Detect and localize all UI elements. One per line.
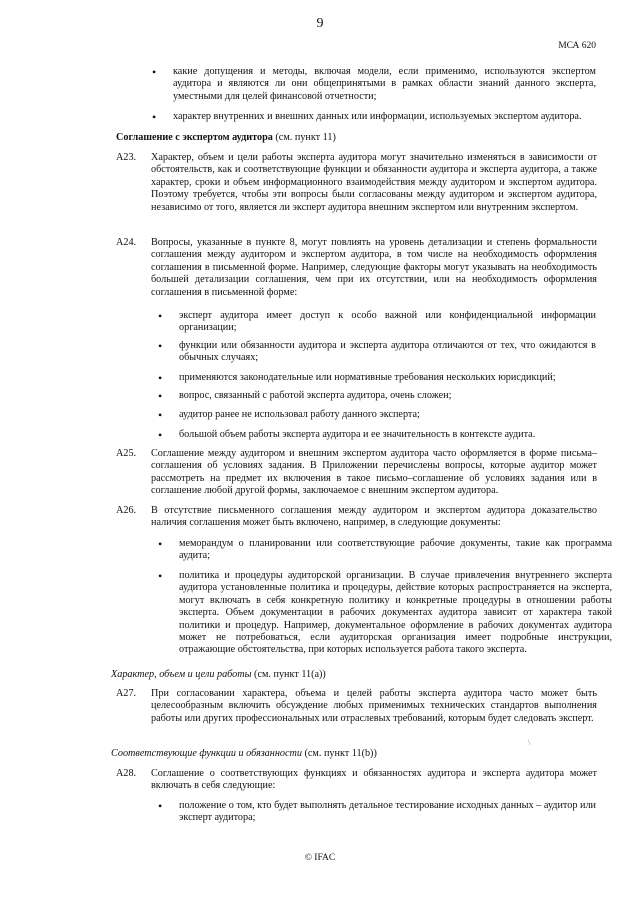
list-item (158, 339, 596, 365)
page-number: 9 (316, 16, 324, 31)
paragraph-text: Характер, объем и цели работы эксперта аудитора могут значительно изменяться в зависимости от обстоятельств, как и соответствующие функции и обязанности аудитора и эксперта аудитора, а также характер, сроки и объем информационного взаимодействия между аудитором и экспертом аудитора. Поэтому требуется, чтобы эти вопросы были согласованы между аудитором и экспертом аудитора, независимо от того, является ли эксперт аудитора внешним экспертом или внутренним экспертом. (151, 152, 597, 213)
list-item-text: какие допущения и методы, включая модели, если применимо, используются экспертом аудитора и являются ли они общепринятыми в рамках области знаний данного эксперта, уместными для целей финансовой отчетности; (173, 66, 596, 102)
paragraph-text: Соглашение между аудитором и внешним экспертом аудитора часто оформляется в форме письма–соглашения об условиях задания. В Приложении перечислены вопросы, которые аудитор может рассмотреть на предмет их включения в такое письмо–соглашение об условиях задания или в соглашение любой другой формы, заключаемое с внешним экспертом аудитора. (151, 448, 597, 497)
list-item (152, 110, 596, 124)
list-item-text: положение о том, кто будет выполнять детальное тестирование исходных данных – аудитор или эксперт аудитора; (179, 800, 596, 824)
paragraph-label: A28. (116, 768, 137, 779)
list-item-text: функции или обязанности аудитора и эксперта аудитора отличаются от тех, что ожидаются в обычных случаях; (179, 340, 596, 364)
list-item (158, 569, 612, 657)
paragraph-label: A27. (116, 688, 137, 699)
bullet-icon: • (158, 537, 163, 551)
bullet-icon: • (158, 428, 163, 442)
list-item (158, 428, 596, 442)
bullet-icon: • (158, 389, 163, 403)
paragraph-text: Вопросы, указанные в пункте 8, могут повлиять на уровень детализации и степень формальности соглашения между аудитором и экспертом аудитора, в том числе на необходимость оформления соглашения в письменной форме. Например, следующие факторы могут указывать на необходимость большей детализации соглашения, чем при их отсутствии, или на необходимость оформления соглашения в письменной форме: (151, 237, 597, 298)
paragraph-label: A23. (116, 152, 137, 163)
section-heading (116, 132, 586, 144)
list-item-text: большой объем работы эксперта аудитора и ее значительность в контексте аудита. (179, 429, 536, 440)
list-item (158, 537, 612, 563)
bullet-icon: • (158, 799, 163, 813)
list-item (158, 799, 596, 825)
list-item-text: применяются законодательные или нормативные требования нескольких юрисдикций; (179, 372, 556, 383)
list-item (152, 65, 596, 103)
list-item-text: меморандум о планировании или соответствующие рабочие документы, такие как программа аудита; (179, 538, 612, 562)
section-heading-title: Характер, объем и цели работы (111, 669, 252, 680)
bullet-icon: • (158, 309, 163, 323)
bullet-icon: • (158, 371, 163, 385)
section-heading-ref: (см. пункт 11(b)) (301, 748, 377, 759)
bullet-icon: • (158, 569, 163, 583)
footer-copyright: © IFAC (304, 853, 336, 863)
section-heading-ref: (см. пункт 11) (272, 132, 336, 143)
paragraph-label: A24. (116, 237, 137, 248)
section-heading (111, 748, 581, 760)
list-item-text: аудитор ранее не использовал работу данного эксперта; (179, 409, 420, 420)
list-item-text: вопрос, связанный с работой эксперта аудитора, очень сложен; (179, 390, 452, 401)
list-item (158, 309, 596, 335)
section-heading (111, 669, 581, 681)
paragraph-text: В отсутствие письменного соглашения между аудитором и экспертом аудитора доказательство наличия соглашения может быть включено, например, в следующие документы: (151, 505, 597, 529)
list-item-text: эксперт аудитора имеет доступ к особо важной или конфиденциальной информации организации; (179, 310, 596, 334)
paragraph-text: Соглашение о соответствующих функциях и обязанностях аудитора и эксперта аудитора может включать в себя следующие: (151, 768, 597, 792)
bullet-icon: • (158, 408, 163, 422)
bullet-icon: • (152, 65, 157, 79)
paragraph-label: A25. (116, 448, 137, 459)
list-item-text: политика и процедуры аудиторской организации. В случае привлечения внутреннего эксперта аудитора установленные политика и процедуры, действие которых распространяется на эксперта, могут включать в себя конкретную политику и конкретные процедуры в отношении работы эксперта. Объем документации в рабочих документах аудитора зависит от характера такой политики и процедур. Например, документальное оформление в рабочих документах аудитора может не потребоваться, если аудиторская организация имеет подробные инструкции, отражающие обстоятельства, при которых используется работа такого эксперта. (179, 570, 612, 656)
scan-mark: \ (528, 738, 531, 747)
list-item-text: характер внутренних и внешних данных или информации, используемых экспертом аудитора. (173, 111, 582, 122)
document-id: МСА 620 (558, 41, 596, 51)
section-heading-title: Соответствующие функции и обязанности (111, 748, 302, 759)
section-heading-ref: (см. пункт 11(a)) (251, 669, 326, 680)
section-heading-title: Соглашение с экспертом аудитора (116, 132, 273, 143)
list-item (158, 389, 596, 403)
paragraph-text: При согласовании характера, объема и целей работы эксперта аудитора часто может быть целесообразным включить обсуждение любых применимых технических стандартов выполнения работы или других профессиональных или отраслевых требований, которым будет следовать эксперт. (151, 688, 597, 724)
bullet-icon: • (158, 339, 163, 353)
bullet-icon: • (152, 110, 157, 124)
paragraph-label: A26. (116, 505, 137, 516)
list-item (158, 408, 596, 422)
list-item (158, 371, 596, 385)
